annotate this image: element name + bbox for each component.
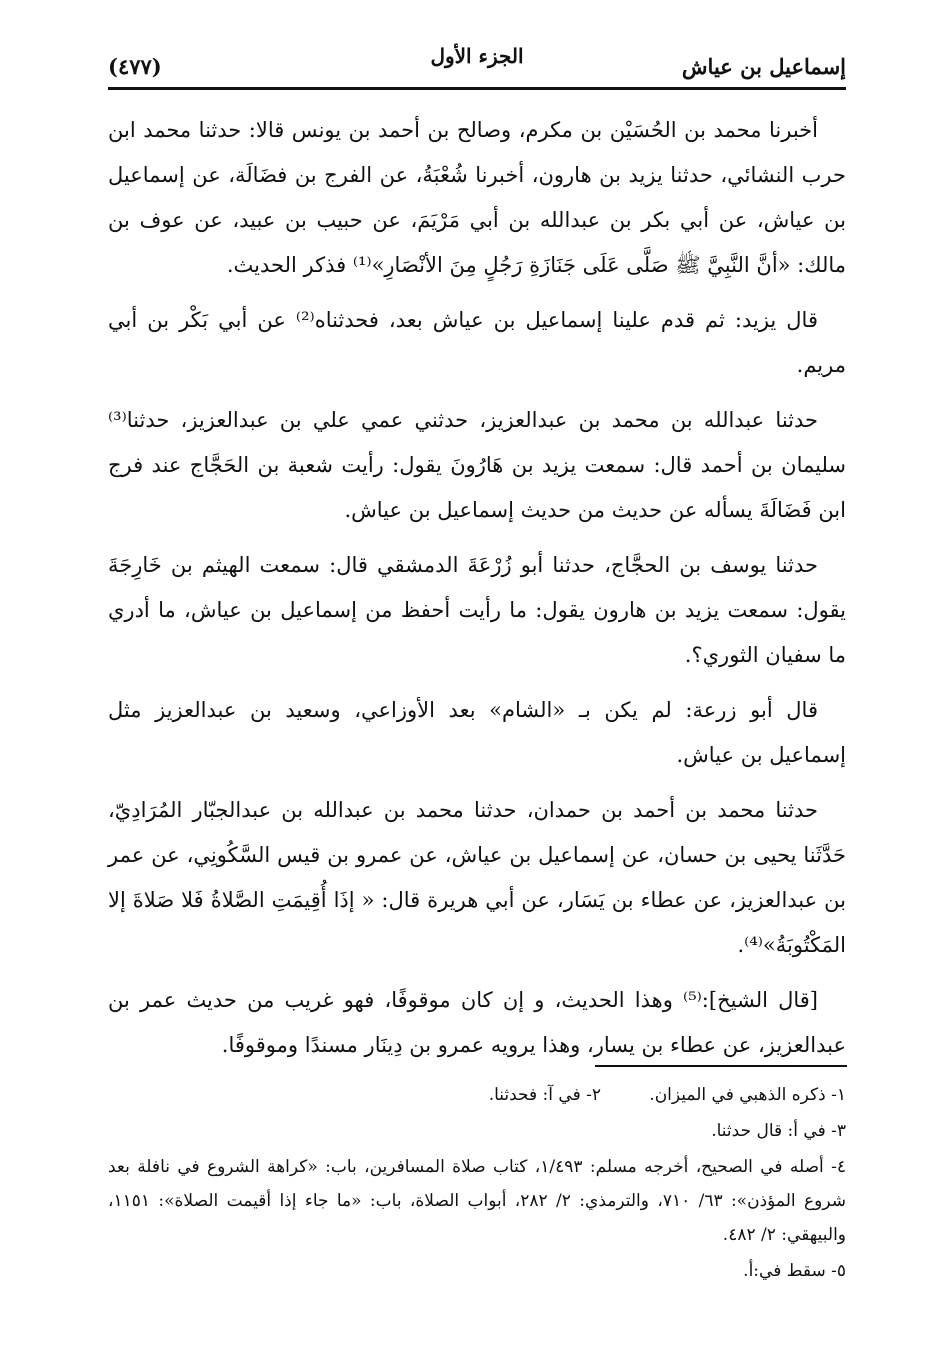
main-text <box>108 108 846 1078</box>
footnote-separator <box>595 1065 847 1067</box>
footnote-2: ٢- في آ: فحدثنا. <box>488 1085 601 1105</box>
footnote-3: ٣- في أ: قال حدثنا. <box>711 1121 846 1141</box>
paragraph-7: [قال الشيخ]:⁽⁵⁾ وهذا الحديث، و إن كان موقوفًا، فهو غريب من حديث عمر بن عبدالعزيز، عن عطاء بن يسار، وهذا يرويه عمرو بن دِينَار مسندًا وموقوفًا. <box>108 988 846 1057</box>
paragraph-3: حدثنا عبدالله بن محمد بن عبدالعزيز، حدثني عمي علي بن عبدالعزيز، حدثنا⁽³⁾ سليمان بن أحمد قال: سمعت يزيد بن هَارُونَ يقول: رأيت شعبة بن الحَجَّاج عند فرج ابن فَضَالَةَ يسأله عن حديث من حديث إسماعيل بن عياش. <box>108 408 846 522</box>
paragraph-1: أخبرنا محمد بن الحُسَيْن بن مكرم، وصالح بن أحمد بن يونس قالا: حدثنا محمد ابن حرب النشائي، حدثنا يزيد بن هارون، أخبرنا شُعْبَةُ، عن الفرج بن فضَالَة، عن إسماعيل بن عياش، عن أبي بكر بن عبدالله بن أبي مَرْيَمَ، عن حبيب بن عبيد، عن عوف بن مالك: «أنَّ النَّبِيَّ ﷺ صَلَّى عَلَى جَنَازَةِ رَجُلٍ مِنَ الأنْصَارِ»⁽¹⁾ فذكر الحديث. <box>108 118 846 277</box>
running-title: إسماعيل بن عياش <box>681 54 846 79</box>
paragraph-6: حدثنا محمد بن أحمد بن حمدان، حدثنا محمد بن عبدالله بن عبدالجبّار المُرَادِيّ، حَدَّثَنا يحيى بن حسان، عن إسماعيل بن عياش، عن عمرو بن قيس السَّكُونِي، عن عمر بن عبدالعزيز، عن عطاء بن يَسَار، عن أبي هريرة قال: « إذَا أُقِيمَتِ الصَّلاةُ فَلا صَلاةَ إلا المَكْتُوبَةُ»⁽⁴⁾. <box>108 798 846 957</box>
page-number: (٤٧٧) <box>108 54 162 79</box>
footnote-row <box>108 1078 846 1114</box>
footnote-5: ٥- سقط في:أ. <box>743 1261 846 1281</box>
volume-label: الجزء الأول <box>430 44 524 68</box>
paragraph-4: حدثنا يوسف بن الحجَّاج، حدثنا أبو زُرْعَةَ الدمشقي قال: سمعت الهيثم بن خَارِجَةَ يقول: سمعت يزيد بن هارون يقول: ما رأيت أحفظ من إسماعيل بن عياش، ما أدري ما سفيان الثوري؟. <box>108 553 846 667</box>
footnotes <box>108 1078 846 1290</box>
paragraph-5: قال أبو زرعة: لم يكن بـ «الشام» بعد الأوزاعي، وسعيد بن عبدالعزيز مثل إسماعيل بن عياش. <box>108 698 846 767</box>
footnote-4: ٤- أصله في الصحيح، أخرجه مسلم: ١/٤٩٣، كتاب صلاة المسافرين، باب: «كراهة الشروع في نافلة بعد شروع المؤذن»: ٦٣/ ٧١٠، والترمذي: ٢/ ٢٨٢، أبواب الصلاة، باب: «ما جاء إذا أقيمت الصلاة»: ١١٥١، والبيهقي: ٢/ ٤٨٢. <box>108 1157 847 1245</box>
page-header <box>108 40 846 90</box>
paragraph-2: قال يزيد: ثم قدم علينا إسماعيل بن عياش بعد، فحدثناه⁽²⁾ عن أبي بَكْر بن أبي مريم. <box>108 308 846 377</box>
footnote-1: ١- ذكره الذهبي في الميزان. <box>649 1085 846 1105</box>
